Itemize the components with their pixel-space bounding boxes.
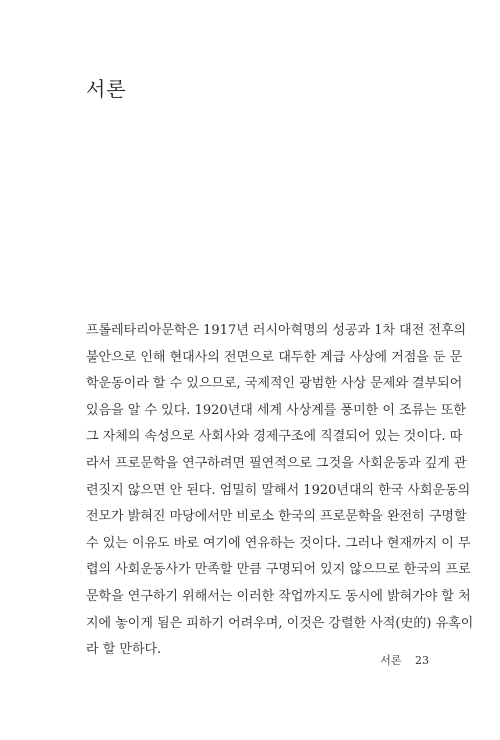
- text-line: 렵의 사회운동사가 만족할 만큼 구명되어 있지 않으므로 한국의 프로: [86, 562, 471, 578]
- text-line: 있음을 알 수 있다. 1920년대 세계 사상계를 풍미한 이 조류는 또한: [86, 402, 466, 418]
- text-line: 련짓지 않으면 안 된다. 엄밀히 말해서 1920년대의 한국 사회운동의: [86, 482, 471, 498]
- text-line: 라 할 만하다.: [86, 642, 162, 658]
- page-number: 23: [415, 654, 429, 667]
- text-line: 문학을 연구하기 위해서는 이러한 작업까지도 동시에 밝혀가야 할 처: [86, 588, 471, 604]
- text-line: 프롤레타리아문학은 1917년 러시아혁명의 성공과 1차 대전 전후의: [86, 323, 467, 338]
- text-line: 불안으로 인해 현대사의 전면으로 대두한 계급 사상에 거점을 둔 문: [86, 349, 463, 365]
- text-line: 수 있는 이유도 바로 여기에 연유하는 것이다. 그러나 현재까지 이 무: [86, 535, 471, 551]
- page-footer: [380, 652, 429, 668]
- text-line: 학운동이라 할 수 있으므로, 국제적인 광범한 사상 문제와 결부되어: [86, 376, 463, 392]
- text-line: 지에 놓이게 됨은 피하기 어려우며, 이것은 강렬한 사적(史的) 유혹이: [86, 615, 474, 631]
- text-line: 전모가 밝혀진 마당에서만 비로소 한국의 프로문학을 완전히 구명할: [86, 509, 467, 525]
- body-paragraph: [86, 318, 474, 664]
- text-line: 그 자체의 속성으로 사회사와 경제구조에 직결되어 있는 것이다. 따: [86, 429, 463, 445]
- chapter-title: 서론: [86, 77, 127, 101]
- text-line: 라서 프로문학을 연구하려면 필연적으로 그것을 사회운동과 깊게 관: [86, 455, 467, 471]
- running-title: 서론: [380, 654, 402, 667]
